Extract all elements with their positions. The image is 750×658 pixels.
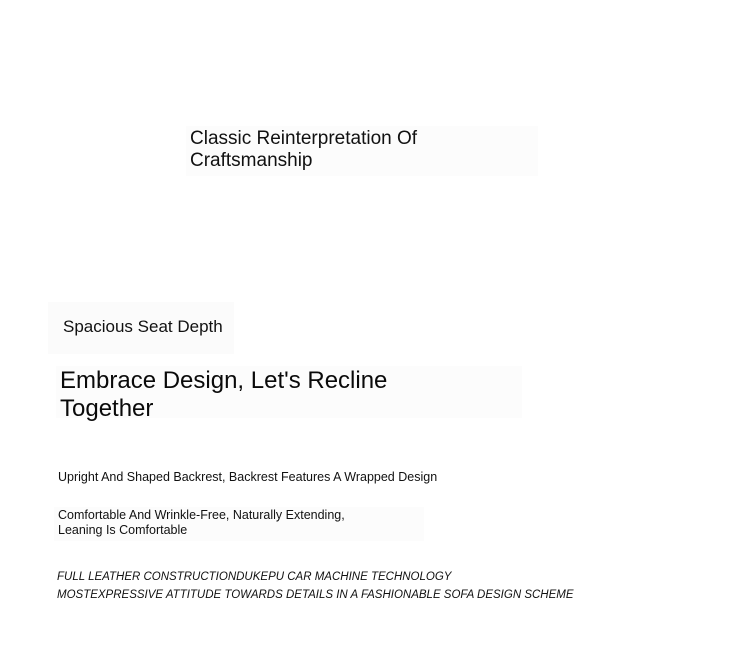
- comfort-line2: Leaning Is Comfortable: [58, 523, 188, 537]
- embrace-design-heading: [56, 366, 522, 422]
- seat-depth-text: Spacious Seat Depth: [63, 317, 223, 336]
- embrace-design-line1: Embrace Design, Let's Recline: [60, 367, 388, 394]
- leather-construction-note: [57, 568, 617, 604]
- backrest-description: [58, 468, 498, 486]
- craftsmanship-heading: [186, 126, 538, 176]
- comfort-description: [54, 507, 424, 541]
- backrest-text: Upright And Shaped Backrest, Backrest Features A Wrapped Design: [58, 470, 438, 484]
- craftsmanship-heading-line1: Classic Reinterpretation Of: [190, 128, 418, 149]
- embrace-design-line2: Together: [60, 395, 154, 422]
- craftsmanship-heading-line2: Craftsmanship: [190, 150, 313, 171]
- leather-line2: MOSTEXPRESSIVE ATTITUDE TOWARDS DETAILS IN A FASHIONABLE SOFA DESIGN SCHEME: [57, 589, 574, 601]
- comfort-line1: Comfortable And Wrinkle-Free, Naturally Extending,: [58, 508, 345, 522]
- leather-line1: FULL LEATHER CONSTRUCTIONDUKEPU CAR MACHINE TECHNOLOGY: [57, 571, 452, 583]
- seat-depth-label: [48, 302, 234, 354]
